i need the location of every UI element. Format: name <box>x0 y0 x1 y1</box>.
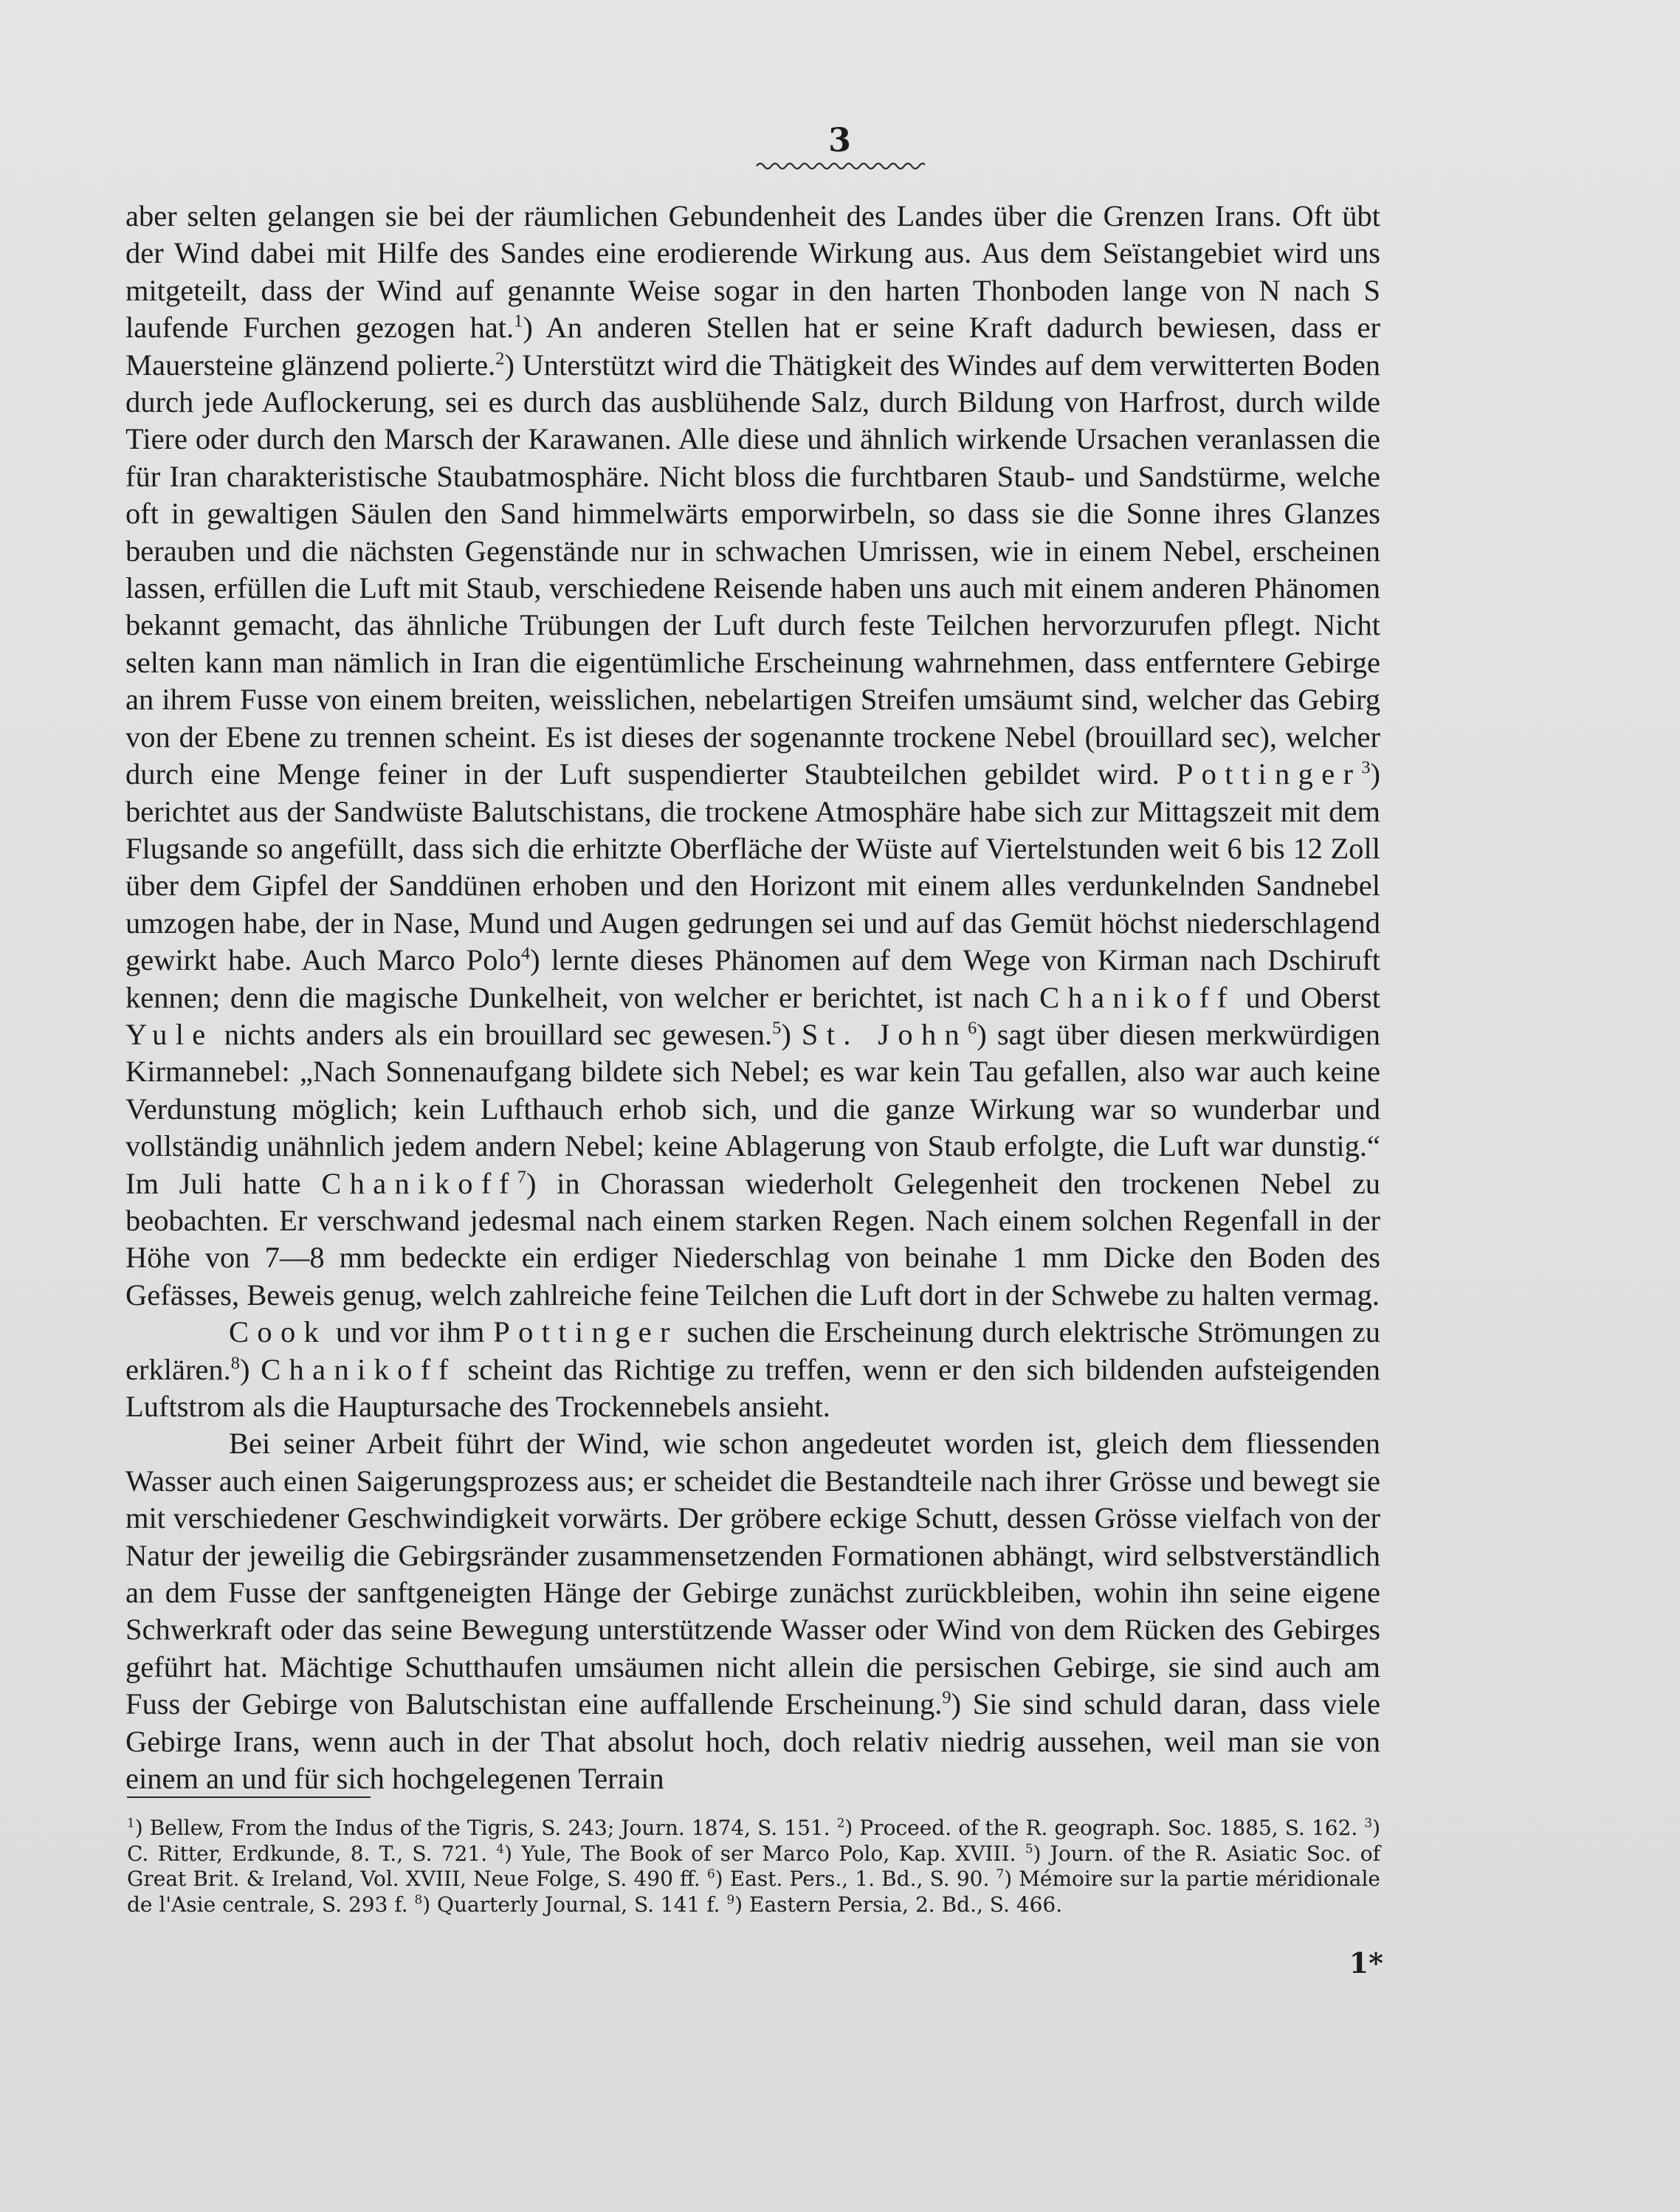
text-run: Bei seiner Arbeit führt der Wind, wie schon angedeutet worden ist, gleich dem fliessenden Wasser auch einen Saigerungsprozess aus; er scheidet die Bestandteile nach ihrer Grösse und bewegt sie mit verschiedener Geschwindigkeit vorwärts. Der gröbere eckige Schutt, dessen Grösse vielfach von der Natur der jeweilig die Gebirgsränder zusammensetzenden Formationen abhängt, wird selbstverständlich an dem Fusse der sanftgeneigten Hänge der Gebirge zunächst zurückbleiben, wohin ihn seine eigene Schwerkraft oder das seine Bewegung unterstützende Wasser oder Wind von dem Rücken des Gebirges geführt hat. Mächtige Schutthaufen umsäumen nicht allein die persischen Gebirge, sie sind auch am Fuss der Gebirge von Balutschistan eine auffallende Erscheinung. <box>125 1427 1380 1721</box>
text-run: ) <box>781 1017 802 1051</box>
wavy-ornament <box>755 159 925 173</box>
text-run: suchen die Erscheinung durch elektrische Strömungen zu erklären. <box>125 1315 1380 1386</box>
footnote-ref: 9 <box>726 1892 735 1907</box>
footnote-divider <box>127 1796 371 1798</box>
paragraph <box>125 1425 1380 1797</box>
text-run: und Oberst <box>1235 980 1380 1014</box>
text-run: ) Sie sind schuld daran, dass viele Gebirge Irans, wenn auch in der That absolut hoch, doch relativ niedrig aussehen, weil man sie von einem an und für sich hochgelegenen Terrain <box>125 1687 1380 1796</box>
text-run: nichts anders als ein brouillard sec gewesen. <box>213 1017 773 1051</box>
footnote-ref: 8 <box>414 1892 423 1907</box>
footnote-ref: 5 <box>772 1018 782 1038</box>
text-run: ) berichtet aus der Sandwüste Balutschistans, die trockene Atmosphäre habe sich zur Mittagszeit mit dem Flugsande so angefüllt, dass sich die erhitzte Oberfläche der Wüste auf Viertelstunden weit 6 bis 12 Zoll über dem Gipfel der Sanddünen erhoben und den Horizont mit einem alles verdunkelnden Sandnebel umzogen habe, der in Nase, Mund und Augen gedrungen sei und auf das Gemüt höchst niederschlagend gewirkt habe. Auch Marco Polo <box>125 757 1380 977</box>
spaced-name: Pottinger <box>493 1315 678 1349</box>
text-run: ) East. Pers., 1. Bd., S. 90. <box>715 1867 996 1891</box>
text-run: ) An anderen Stellen hat er seine Kraft dadurch bewiesen, dass er Mauersteine glänzend polierte. <box>125 311 1380 382</box>
text-run: ) C. Ritter, Erdkunde, 8. T., S. 721. <box>127 1816 1380 1866</box>
text-run: ) <box>239 1352 261 1386</box>
spaced-name: Chanikoff <box>261 1352 457 1386</box>
text-run: ) Eastern Persia, 2. Bd., S. 466. <box>734 1892 1063 1917</box>
footnote-ref: 5 <box>1025 1841 1033 1856</box>
spaced-name: Chanikoff <box>1039 980 1236 1014</box>
footnote-ref: 4 <box>520 943 531 964</box>
body-text <box>125 198 1380 1797</box>
paragraph <box>125 198 1380 1314</box>
footnote-ref: 1 <box>127 1815 135 1830</box>
page-header <box>0 122 1680 173</box>
footnote-ref: 1 <box>514 311 523 331</box>
text-run: und vor ihm <box>327 1315 494 1349</box>
footnote-ref: 7 <box>517 1167 526 1188</box>
footnote-ref: 4 <box>496 1841 505 1856</box>
spaced-name: Cook <box>229 1315 328 1349</box>
page-number: 3 <box>828 122 852 159</box>
paragraph <box>125 1314 1380 1425</box>
text-run: ) Quarterly Journal, S. 141 f. <box>422 1892 727 1917</box>
footnote-ref: 2 <box>495 348 505 369</box>
footnote-ref: 3 <box>1361 757 1371 778</box>
text-run: aber selten gelangen sie bei der räumlichen Gebundenheit des Landes über die Grenzen Irans. Oft übt der Wind dabei mit Hilfe des Sandes eine erodierende Wirkung aus. Aus dem Seïstangebiet wird uns mitgeteilt, dass der Wind auf genannte Weise sogar in den harten Thonboden lange von N nach S laufende Furchen gezogen hat. <box>125 199 1380 345</box>
text-run: ) Bellew, From the Indus of the Tigris, S. 243; Journ. 1874, S. 151. <box>134 1816 837 1840</box>
footnote-ref: 7 <box>996 1866 1005 1881</box>
text-run: ) Proceed. of the R. geograph. Soc. 1885, S. 162. <box>844 1816 1365 1840</box>
text-run: ) Mémoire sur la partie méridionale de l'Asie centrale, S. 293 f. <box>127 1867 1381 1917</box>
text-run: ) lernte dieses Phänomen auf dem Wege von Kirman nach Dschiruft kennen; denn die magische Dunkelheit, von welcher er berichtet, ist nach <box>125 943 1380 1014</box>
spaced-name: Yule <box>125 1017 214 1051</box>
spaced-name: St. John <box>801 1017 968 1051</box>
footnotes <box>127 1816 1380 1918</box>
footnote-ref: 3 <box>1364 1815 1373 1830</box>
signature-mark: 1* <box>1349 1946 1383 1980</box>
spaced-name: Chanikoff <box>321 1166 517 1200</box>
spaced-name: Pottinger <box>1176 757 1362 791</box>
text-run: ) Journ. of the R. Asiatic Soc. of Great Brit. & Ireland, Vol. XVIII, Neue Folge, S. 490 ff. <box>127 1841 1380 1891</box>
text-run: ) sagt über diesen merkwürdigen Kirmannebel: „Nach Sonnenaufgang bildete sich Nebel; es war kein Tau gefallen, also war auch keine Verdunstung möglich; kein Lufthauch erhob sich, und die ganze Wirkung war so wunderbar und vollständig unähnlich jedem andern Nebel; keine Ablagerung von Staub erfolgte, die Luft war dunstig.“ Im Juli hatte <box>125 1017 1380 1200</box>
text-run: ) Yule, The Book of ser Marco Polo, Kap. XVIII. <box>504 1841 1025 1866</box>
text-run: scheint das Richtige zu treffen, wenn er den sich bildenden aufsteigenden Luftstrom als die Hauptursache des Trockennebels ansieht. <box>125 1352 1380 1423</box>
footnote-ref: 9 <box>942 1687 951 1708</box>
footnote-ref: 2 <box>836 1815 845 1830</box>
text-run: ) in Chorassan wiederholt Gelegenheit den trockenen Nebel zu beobachten. Er verschwand jedesmal nach einem starken Regen. Nach einem solchen Regenfall in der Höhe von 7—8 mm bedeckte ein erdiger Niederschlag von beinahe 1 mm Dicke den Boden des Gefässes, Beweis genug, welch zahlreiche feine Teilchen die Luft dort in der Schwebe zu halten vermag. <box>125 1166 1380 1312</box>
footnote-ref: 8 <box>230 1353 240 1374</box>
footnote-ref: 6 <box>968 1018 977 1038</box>
text-run: ) Unterstützt wird die Thätigkeit des Windes auf dem verwitterten Boden durch jede Auflockerung, sei es durch das ausblühende Salz, durch Bildung von Harfrost, durch wilde Tiere oder durch den Marsch der Karawanen. Alle diese und ähnlich wirkende Ursachen veranlassen die für Iran charakteristische Staubatmosphäre. Nicht bloss die furchtbaren Staub- und Sandstürme, welche oft in gewaltigen Säulen den Sand himmelwärts emporwirbeln, so dass sie die Sonne ihres Glanzes berauben und die nächsten Gegenstände nur in schwachen Umrissen, wie in einem Nebel, erscheinen lassen, erfüllen die Luft mit Staub, verschiedene Reisende haben uns auch mit einem anderen Phänomen bekannt gemacht, das ähnliche Trübungen der Luft durch feste Teilchen hervorzurufen pflegt. Nicht selten kann man nämlich in Iran die eigentümliche Erscheinung wahrnehmen, dass entferntere Gebirge an ihrem Fusse von einem breiten, weisslichen, nebelartigen Streifen umsäumt sind, welcher das Gebirg von der Ebene zu trennen scheint. Es ist dieses der sogenannte trockene Nebel (brouillard sec), welcher durch eine Menge feiner in der Luft suspendierter Staubteilchen gebildet wird. <box>125 348 1381 791</box>
footnote-ref: 6 <box>706 1866 715 1881</box>
